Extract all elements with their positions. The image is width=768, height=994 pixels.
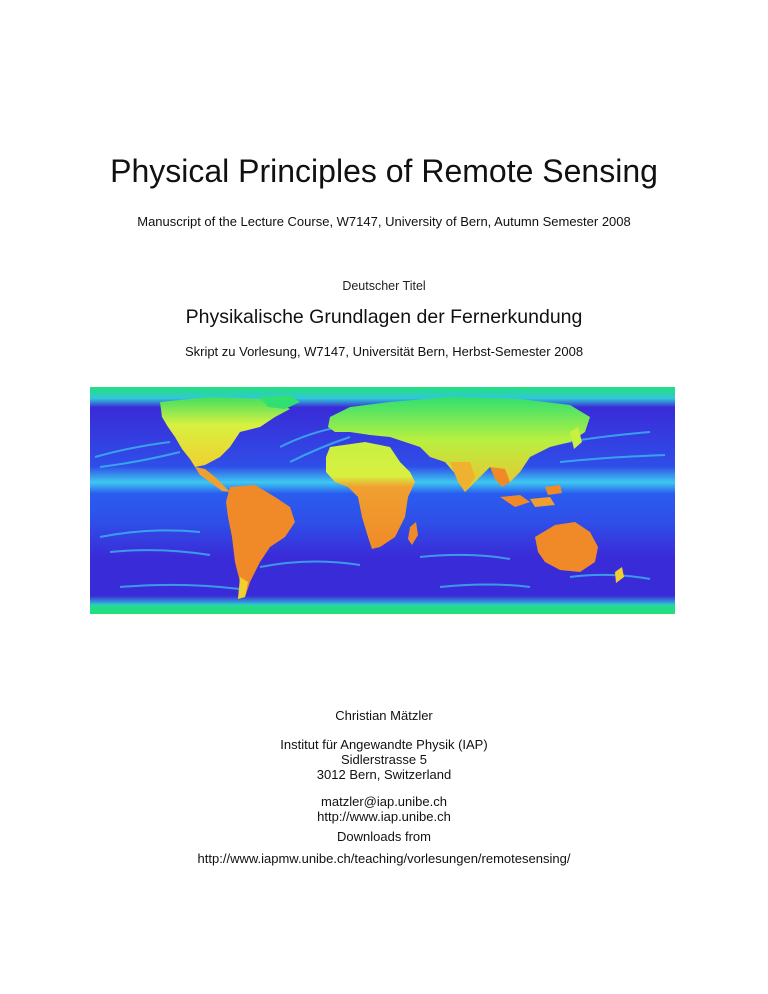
downloads-label: Downloads from xyxy=(337,829,431,844)
city-address: 3012 Bern, Switzerland xyxy=(316,767,452,782)
institute-name: Institut für Angewandte Physik (IAP) xyxy=(280,737,488,752)
downloads-url-link[interactable]: http://www.iapmw.unibe.ch/teaching/vorlesungen/remotesensing/ xyxy=(197,851,571,866)
document-subtitle: Manuscript of the Lecture Course, W7147, University of Bern, Autumn Semester 2008 xyxy=(137,214,631,229)
german-title-label: Deutscher Titel xyxy=(342,279,426,293)
website-link[interactable]: http://www.iap.unibe.ch xyxy=(317,809,451,824)
document-title: Physical Principles of Remote Sensing xyxy=(110,153,658,189)
author-address xyxy=(0,737,768,782)
contact-info xyxy=(0,794,768,824)
german-subtitle: Skript zu Vorlesung, W7147, Universität Bern, Herbst-Semester 2008 xyxy=(184,344,584,359)
street-address: Sidlerstrasse 5 xyxy=(341,752,427,767)
world-map-figure xyxy=(90,387,675,614)
world-map-image xyxy=(90,387,675,614)
german-title: Physikalische Grundlagen der Fernerkundung xyxy=(185,306,583,328)
author-name: Christian Mätzler xyxy=(335,708,433,723)
email-link[interactable]: matzler@iap.unibe.ch xyxy=(321,794,447,809)
